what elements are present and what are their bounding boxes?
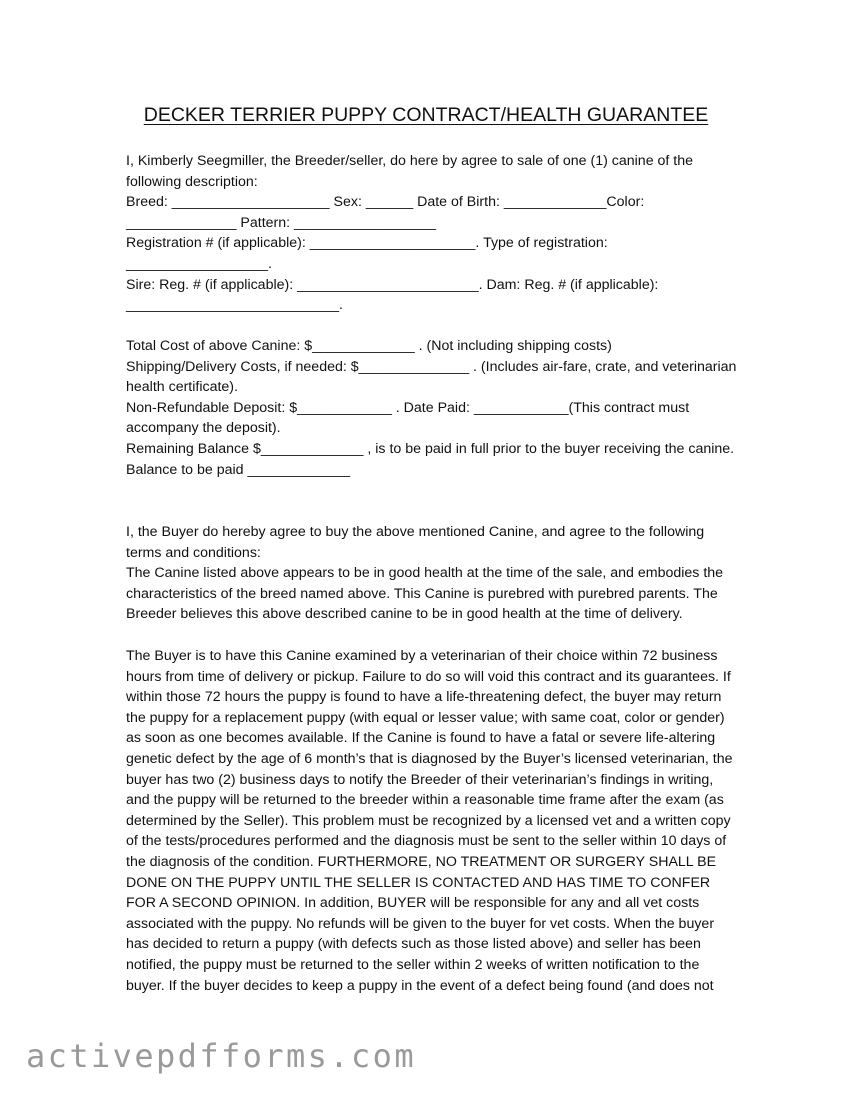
guarantee-line: the puppy for a replacement puppy (with equal or lesser value; with same coat, color or gender) xyxy=(126,709,725,726)
buyer-agreement-section xyxy=(126,522,736,625)
watermark-text: activepdfforms.com xyxy=(26,1037,416,1075)
agreement-line: characteristics of the breed named above. This Canine is purebred with purebred parents. The xyxy=(126,585,718,602)
guarantee-line: The Buyer is to have this Canine examined by a veterinarian of their choice within 72 business xyxy=(126,648,718,664)
guarantee-line: and the puppy will be returned to the breeder within a reasonable time frame after the exam (as xyxy=(126,792,724,809)
cost-line: Shipping/Delivery Costs, if needed: $______________ . (Includes air-fare, crate, and veterinarian xyxy=(126,358,737,375)
cost-line: health certificate). xyxy=(126,379,238,396)
description-line: following description: xyxy=(126,173,258,190)
agreement-line: terms and conditions: xyxy=(126,544,261,561)
agreement-line: I, the Buyer do hereby agree to buy the above mentioned Canine, and agree to the following xyxy=(126,524,705,540)
description-line: Registration # (if applicable): _____________________. Type of registration: xyxy=(126,235,608,252)
agreement-line: The Canine listed above appears to be in good health at the time of the sale, and embodies the xyxy=(126,565,724,582)
health-guarantee-section xyxy=(126,646,736,996)
guarantee-line: buyer has two (2) business days to notify the Breeder of their veterinarian’s findings in writing, xyxy=(126,771,714,788)
cost-section xyxy=(126,336,736,480)
guarantee-line: has decided to return a puppy (with defects such as those listed above) and seller has been xyxy=(126,936,701,953)
guarantee-line: associated with the puppy. No refunds will be given to the buyer for vet costs. When the buyer xyxy=(126,915,715,932)
guarantee-line: buyer. If the buyer decides to keep a puppy in the event of a defect being found (and does not xyxy=(126,977,714,994)
guarantee-line: as soon as one becomes available. If the Canine is found to have a fatal or severe life-altering xyxy=(126,730,716,747)
document-title: DECKER TERRIER PUPPY CONTRACT/HEALTH GUARANTEE xyxy=(143,104,709,126)
guarantee-line: notified, the puppy must be returned to the seller within 2 weeks of written notification to the xyxy=(126,956,700,973)
guarantee-line: hours from time of delivery or pickup. Failure to do so will void this contract and its guarantees. If xyxy=(126,668,731,685)
cost-line: Non-Refundable Deposit: $____________ . Date Paid: ____________(This contract must xyxy=(126,399,690,416)
cost-line: accompany the deposit). xyxy=(126,420,281,437)
guarantee-line: determined by the Seller). This problem must be recognized by a licensed vet and a written copy xyxy=(126,812,731,829)
guarantee-line: the diagnosis of the condition. FURTHERMORE, NO TREATMENT OR SURGERY SHALL BE xyxy=(126,853,717,870)
cost-line: Remaining Balance $_____________ , is to be paid in full prior to the buyer receiving the canine. xyxy=(126,440,735,457)
description-line: Breed: ____________________ Sex: ______ Date of Birth: _____________Color: xyxy=(126,194,645,211)
description-line: I, Kimberly Seegmiller, the Breeder/seller, do here by agree to sale of one (1) canine of the xyxy=(126,153,694,169)
agreement-line: Breeder believes this above described canine to be in good health at the time of delivery. xyxy=(126,606,683,623)
cost-line: Total Cost of above Canine: $_____________ . (Not including shipping costs) xyxy=(126,338,612,354)
description-line: __________________. xyxy=(126,255,272,272)
cost-line: Balance to be paid _____________ xyxy=(126,461,351,478)
guarantee-line: within those 72 hours the puppy is found to have a life-threatening defect, the buyer may return xyxy=(126,689,722,706)
guarantee-line: FOR A SECOND OPINION. In addition, BUYER will be responsible for any and all vet costs xyxy=(126,895,700,912)
description-line: ______________ Pattern: __________________ xyxy=(126,214,437,231)
guarantee-line: of the tests/procedures performed and the diagnosis must be sent to the seller within 10 days of xyxy=(126,833,727,850)
description-line: ___________________________. xyxy=(126,297,343,314)
buyer-description-section xyxy=(126,151,736,316)
description-line: Sire: Reg. # (if applicable): _______________________. Dam: Reg. # (if applicable): xyxy=(126,276,659,293)
guarantee-line: DONE ON THE PUPPY UNTIL THE SELLER IS CONTACTED AND HAS TIME TO CONFER xyxy=(126,874,711,891)
guarantee-line: genetic defect by the age of 6 month’s that is diagnosed by the Buyer’s licensed veterinarian, the xyxy=(126,750,733,767)
